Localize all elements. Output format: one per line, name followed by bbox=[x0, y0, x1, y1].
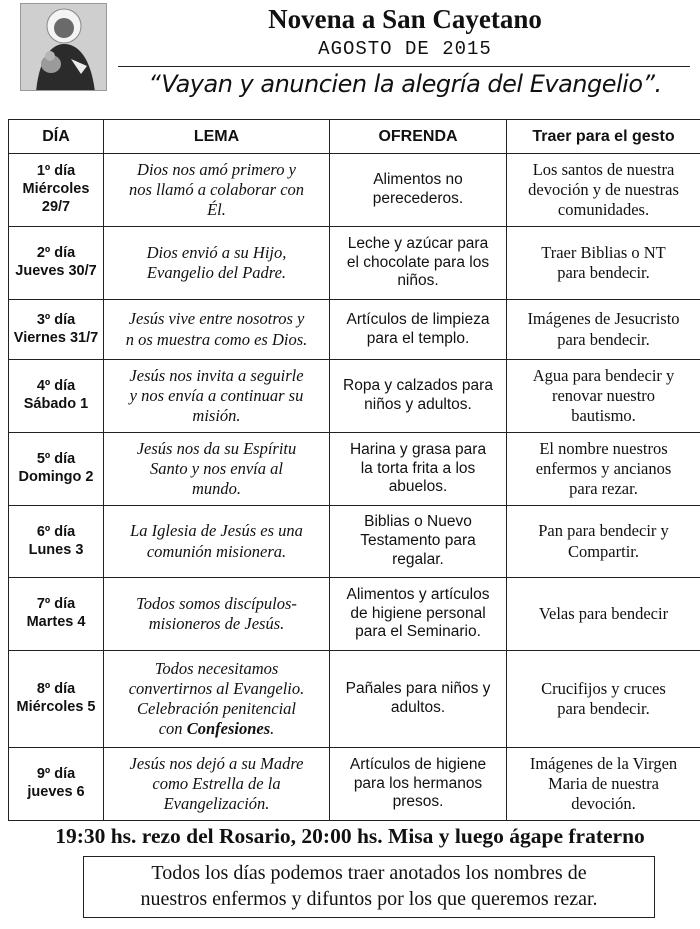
gesto-line: Velas para bendecir bbox=[538, 603, 669, 623]
column-header-lema: LEMA bbox=[104, 120, 330, 154]
gesto-line: Crucifijos y cruces bbox=[541, 678, 666, 698]
gesto-cell bbox=[507, 300, 700, 360]
note-box bbox=[83, 856, 655, 918]
dia-line: Sábado 1 bbox=[23, 396, 89, 412]
ofrenda-line: Leche y azúcar para bbox=[347, 234, 489, 252]
gesto-line: devoción. bbox=[571, 794, 636, 814]
column-header-gesto: Traer para el gesto bbox=[507, 120, 700, 154]
ofrenda-line: el chocolate para los bbox=[346, 253, 490, 271]
gesto-cell bbox=[507, 651, 700, 748]
column-header-ofrenda: OFRENDA bbox=[330, 120, 507, 154]
gesto-cell bbox=[507, 578, 700, 651]
table-row bbox=[9, 227, 700, 300]
gesto-line: renovar nuestro bbox=[551, 385, 656, 405]
lema-line: como Estrella de la bbox=[152, 773, 281, 793]
lema-line: Dios nos amó primero y bbox=[137, 159, 296, 179]
schedule-text: 19:30 hs. rezo del Rosario, 20:00 hs. Misa y luego ágape fraterno bbox=[55, 824, 645, 848]
table-header-row bbox=[9, 120, 700, 154]
ofrenda-line: para el templo. bbox=[366, 329, 470, 347]
gesto-cell bbox=[507, 227, 700, 300]
dia-line: 6º día bbox=[36, 523, 76, 540]
gesto-cell bbox=[507, 433, 700, 506]
gesto-line: para rezar. bbox=[569, 479, 638, 499]
gesto-line: devoción y de nuestras bbox=[528, 179, 679, 199]
dia-cell bbox=[9, 748, 104, 821]
ofrenda-line: Harina y grasa para bbox=[349, 440, 487, 458]
lema-cell bbox=[104, 433, 330, 506]
lema-line: Jesús nos da su Espíritu bbox=[136, 438, 297, 458]
gesto-line: Agua para bendecir y bbox=[532, 365, 675, 385]
dia-cell bbox=[9, 433, 104, 506]
ofrenda-line: Artículos de higiene bbox=[349, 755, 487, 773]
dia-line: Jueves 30/7 bbox=[15, 263, 97, 279]
gesto-line: El nombre nuestros bbox=[539, 438, 668, 458]
ofrenda-line: de higiene personal bbox=[350, 604, 486, 622]
dia-line: Miércoles bbox=[22, 181, 90, 198]
lema-line: misioneros de Jesús. bbox=[148, 614, 285, 633]
ofrenda-cell bbox=[330, 360, 507, 433]
gesto-line: Maria de nuestra bbox=[548, 773, 659, 793]
saint-portrait-image bbox=[20, 3, 107, 91]
page-title: Novena a San Cayetano bbox=[268, 4, 542, 34]
ofrenda-line: Artículos de limpieza bbox=[346, 310, 490, 328]
gesto-line: Traer Biblias o NT bbox=[541, 242, 666, 262]
dia-cell bbox=[9, 360, 104, 433]
lema-cell bbox=[104, 227, 330, 300]
dia-line: 5º día bbox=[36, 451, 76, 468]
dia-line: 4º día bbox=[36, 378, 76, 395]
ofrenda-line: Alimentos y artículos bbox=[346, 585, 490, 603]
ofrenda-cell bbox=[330, 227, 507, 300]
dia-cell bbox=[9, 300, 104, 360]
ofrenda-line: la torta frita a los bbox=[360, 459, 476, 477]
lema-line-confesiones bbox=[108, 719, 325, 739]
note-line: nuestros enfermos y difuntos por los que queremos rezar. bbox=[140, 888, 598, 910]
table-row bbox=[9, 154, 700, 227]
lema-line: Jesús nos invita a seguirle bbox=[129, 365, 304, 385]
table-row bbox=[9, 578, 700, 651]
lema-suffix: . bbox=[270, 719, 275, 739]
dia-line: 3º día bbox=[36, 311, 76, 328]
ofrenda-line: abuelos. bbox=[388, 478, 448, 496]
lema-line: Santo y nos envía al bbox=[150, 458, 283, 478]
ofrenda-cell bbox=[330, 748, 507, 821]
ofrenda-line: Alimentos no bbox=[373, 171, 463, 189]
table-row bbox=[9, 651, 700, 748]
lema-prefix: con bbox=[158, 719, 187, 739]
dia-line: Viernes 31/7 bbox=[13, 329, 99, 346]
lema-cell bbox=[104, 748, 330, 821]
lema-line: Jesús vive entre nosotros y bbox=[128, 309, 305, 329]
ofrenda-cell bbox=[330, 154, 507, 227]
dia-line: 2º día bbox=[36, 245, 76, 262]
lema-line: Todos necesitamos bbox=[154, 658, 279, 678]
lema-line: Celebración penitencial bbox=[137, 699, 296, 718]
gesto-cell bbox=[507, 360, 700, 433]
table-row bbox=[9, 300, 700, 360]
ofrenda-line: regalar. bbox=[392, 550, 444, 568]
note-line: Todos los días podemos traer anotados los nombres de bbox=[151, 862, 587, 884]
gesto-line: para bendecir. bbox=[557, 699, 650, 718]
lema-cell bbox=[104, 154, 330, 227]
lema-cell bbox=[104, 578, 330, 651]
table-row bbox=[9, 506, 700, 578]
page-subtitle: AGOSTO DE 2015 bbox=[318, 38, 492, 60]
lema-line: n os muestra como es Dios. bbox=[125, 329, 308, 349]
dia-line: 29/7 bbox=[41, 198, 71, 215]
ofrenda-cell bbox=[330, 433, 507, 506]
ofrenda-line: niños. bbox=[397, 272, 439, 290]
ofrenda-line: Ropa y calzados para bbox=[343, 377, 493, 395]
gesto-line: Imágenes de la Virgen bbox=[529, 753, 678, 773]
ofrenda-line: Testamento para bbox=[360, 532, 476, 550]
gesto-cell bbox=[507, 506, 700, 578]
lema-cell bbox=[104, 651, 330, 748]
lema-line: Evangelización. bbox=[163, 794, 270, 814]
gesto-line: Pan para bendecir y bbox=[538, 521, 669, 541]
gesto-line: Los santos de nuestra bbox=[532, 159, 675, 179]
lema-line: convertirnos al Evangelio. bbox=[128, 678, 305, 698]
ofrenda-line: Pañales para niños y bbox=[345, 680, 491, 698]
lema-cell bbox=[104, 506, 330, 578]
dia-line: 1º día bbox=[36, 163, 76, 180]
lema-line: Él. bbox=[207, 200, 226, 220]
gesto-line: Imágenes de Jesucristo bbox=[527, 309, 680, 329]
ofrenda-cell bbox=[330, 651, 507, 748]
table-row bbox=[9, 360, 700, 433]
lema-line: Dios envió a su Hijo, bbox=[146, 242, 287, 262]
dia-cell bbox=[9, 154, 104, 227]
dia-line: 7º día bbox=[36, 596, 76, 613]
gesto-line: enfermos y ancianos bbox=[535, 458, 672, 478]
dia-line: Martes 4 bbox=[26, 614, 86, 630]
ofrenda-line: para los hermanos bbox=[353, 774, 483, 792]
lema-line: comunión misionera. bbox=[146, 541, 287, 561]
ofrenda-line: niños y adultos. bbox=[364, 396, 472, 413]
lema-line: Todos somos discípulos- bbox=[136, 593, 297, 613]
dia-line: 8º día bbox=[36, 681, 76, 698]
dia-line: 9º día bbox=[36, 766, 76, 783]
dia-line: jueves 6 bbox=[27, 784, 85, 800]
lema-line: nos llamó a colaborar con bbox=[128, 179, 305, 199]
gesto-line: para bendecir. bbox=[557, 329, 650, 349]
lema-line: Evangelio del Padre. bbox=[146, 263, 287, 282]
novena-table bbox=[8, 119, 700, 821]
dia-cell bbox=[9, 506, 104, 578]
gesto-line: comunidades. bbox=[557, 200, 650, 220]
dia-cell bbox=[9, 227, 104, 300]
dia-line: Miércoles 5 bbox=[16, 699, 96, 715]
title-divider bbox=[118, 66, 690, 67]
table-row bbox=[9, 748, 700, 821]
lema-cell bbox=[104, 300, 330, 360]
column-header-dia: DÍA bbox=[9, 120, 104, 154]
lema-line: y nos envía a continuar su bbox=[129, 385, 304, 405]
ofrenda-cell bbox=[330, 506, 507, 578]
lema-line: misión. bbox=[192, 406, 241, 426]
ofrenda-line: para el Seminario. bbox=[355, 623, 481, 641]
motto-text: “Vayan y anuncien la alegría del Evangelio”. bbox=[148, 70, 662, 98]
ofrenda-cell bbox=[330, 578, 507, 651]
gesto-cell bbox=[507, 748, 700, 821]
lema-line: La Iglesia de Jesús es una bbox=[130, 521, 303, 541]
lema-line: Jesús nos dejó a su Madre bbox=[129, 753, 304, 773]
ofrenda-cell bbox=[330, 300, 507, 360]
gesto-line: para bendecir. bbox=[557, 263, 650, 282]
saint-portrait-icon bbox=[21, 4, 107, 91]
dia-line: Lunes 3 bbox=[28, 541, 84, 558]
ofrenda-line: Biblias o Nuevo bbox=[364, 513, 472, 531]
lema-bold-word: Confesiones bbox=[186, 719, 271, 739]
gesto-cell bbox=[507, 154, 700, 227]
table-row bbox=[9, 433, 700, 506]
lema-line: mundo. bbox=[191, 479, 242, 499]
dia-cell bbox=[9, 651, 104, 748]
gesto-line: Compartir. bbox=[567, 541, 640, 561]
dia-cell bbox=[9, 578, 104, 651]
ofrenda-line: adultos. bbox=[390, 699, 446, 716]
ofrenda-line: presos. bbox=[392, 793, 444, 811]
ofrenda-line: perecederos. bbox=[372, 190, 464, 207]
dia-line: Domingo 2 bbox=[18, 469, 94, 485]
lema-cell bbox=[104, 360, 330, 433]
gesto-line: bautismo. bbox=[571, 406, 636, 426]
